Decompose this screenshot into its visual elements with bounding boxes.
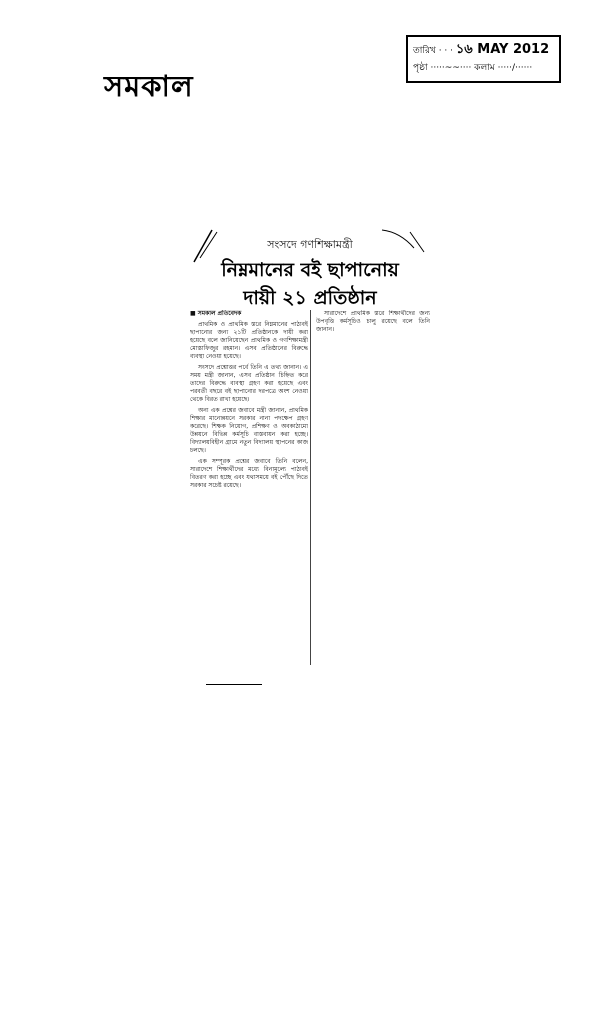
- paragraph: সারাদেশে প্রাথমিক স্তরে শিক্ষার্থীদের জন্য উপবৃত্তি কর্মসূচিও চালু রয়েছে বলে তিনি জানান।: [316, 310, 430, 333]
- stamp-page-label: পৃষ্ঠা: [413, 63, 428, 73]
- stamp-column-label: কলাম: [474, 63, 495, 73]
- stamp-date-label: তারিখ: [413, 46, 436, 56]
- article-column-left: [190, 310, 308, 685]
- headline-line-2: দায়ী ২১ প্রতিষ্ঠান: [243, 287, 377, 309]
- column-divider: [310, 310, 311, 665]
- paragraph: প্রাথমিক ও প্রাথমিক স্তরে নিম্নমানের পাঠ্যবই ছাপানোর জন্য ২১টি প্রতিষ্ঠানকে দায়ী করা হয়েছে বলে জানিয়েছেন প্রাথমিক ও গণশিক্ষামন্ত্রী মোস্তাফিজুর রহমান। এসব প্রতিষ্ঠানের বিরুদ্ধে ব্যবস্থা নেওয়া হয়েছে।: [190, 321, 308, 360]
- paragraph: এক সম্পূরক প্রশ্নের জবাবে তিনি বলেন, সারাদেশে শিক্ষার্থীদের মধ্যে বিনামূল্যে পাঠ্যবই বিতরণ করা হচ্ছে এবং যথাসময়ে বই পৌঁছে দিতে সরকার সচেষ্ট রয়েছে।: [190, 458, 308, 489]
- stamp-date-value: ১৬ MAY 2012: [455, 42, 550, 57]
- clipping-stamp: তারিখ · · · ১৬ MAY 2012 পৃষ্ঠা ·····~~···· কলাম ·····/······: [406, 35, 561, 83]
- byline: ■ সমকাল প্রতিবেদক: [190, 310, 242, 317]
- article-end-rule: [206, 684, 262, 687]
- news-clipping: [190, 228, 430, 698]
- article-column-right: [316, 310, 430, 350]
- paragraph: সংসদে প্রশ্নোত্তর পর্বে তিনি এ তথ্য জানান। এ সময় মন্ত্রী জানান, এসব প্রতিষ্ঠান চিহ্নিত করে তাদের বিরুদ্ধে ব্যবস্থা গ্রহণ করা হয়েছে এবং পরবর্তী বছরে বই ছাপানোর দরপত্রে অংশ নেওয়া থেকে বিরত রাখা হয়েছে।: [190, 364, 308, 403]
- paragraph: অন্য এক প্রশ্নের জবাবে মন্ত্রী জানান, প্রাথমিক শিক্ষার মানোন্নয়নে সরকার নানা পদক্ষেপ গ্রহণ করেছে। শিক্ষক নিয়োগ, প্রশিক্ষণ ও অবকাঠামো উন্নয়নে বিভিন্ন কর্মসূচি বাস্তবায়ন করা হচ্ছে। বিদ্যালয়বিহীন গ্রামে নতুন বিদ্যালয় স্থাপনের কাজ চলছে।: [190, 407, 308, 454]
- article-kicker: সংসদে গণশিক্ষামন্ত্রী: [267, 238, 353, 251]
- newspaper-masthead: সমকাল: [104, 69, 194, 103]
- headline-line-1: নিম্নমানের বই ছাপানোয়: [221, 259, 399, 281]
